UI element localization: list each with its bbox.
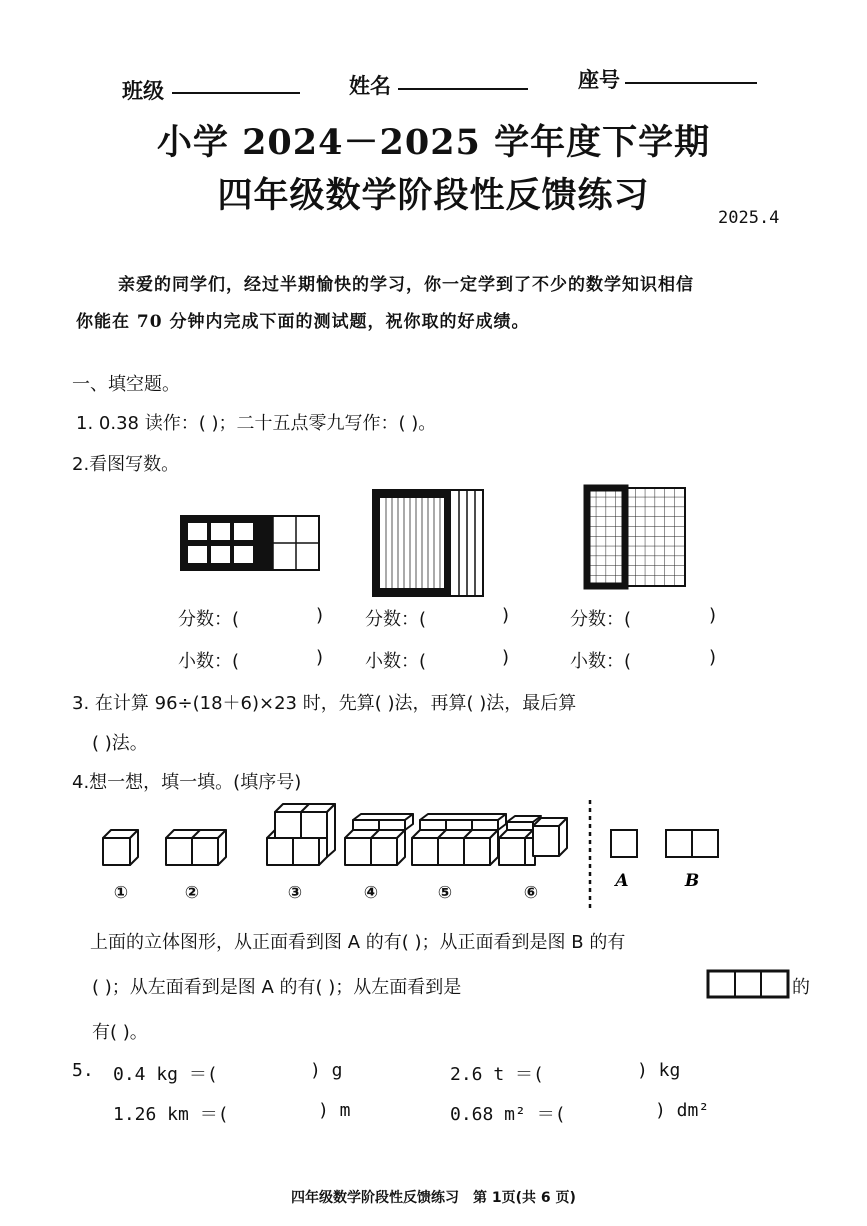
seat-field[interactable]	[625, 82, 757, 84]
view-label-a: A	[615, 871, 629, 891]
fraction-label-1: 分数：(	[178, 609, 240, 630]
intro-line-1: 亲爱的同学们，经过半期愉快的学习，你一定学到了不少的数学知识相信	[118, 275, 694, 295]
date: 2025.4	[718, 208, 780, 228]
decimal-label-1: 小数：(	[178, 651, 240, 672]
fraction-label-2: 分数：(	[365, 609, 427, 630]
q5-item-2-left: 2.6 t ＝(	[450, 1064, 544, 1085]
class-label: 班级	[122, 79, 164, 103]
three-square-view	[707, 970, 789, 998]
shape-number-2: ②	[184, 883, 200, 903]
fraction-label-3: 分数：(	[570, 609, 632, 630]
question-2-title: 2.看图写数。	[72, 454, 180, 475]
solid-figures	[95, 800, 735, 920]
q5-item-3-left: 1.26 km ＝(	[113, 1104, 229, 1125]
shape-number-4: ④	[363, 883, 379, 903]
name-label: 姓名	[349, 74, 391, 98]
name-field[interactable]	[398, 88, 528, 90]
fraction-close-2: )	[502, 605, 510, 626]
question-5-number: 5.	[72, 1060, 94, 1081]
q5-item-3-right: ) m	[318, 1100, 351, 1121]
q5-item-1-left: 0.4 kg ＝(	[113, 1064, 218, 1085]
question-4-line-1: 上面的立体图形，从正面看到图 A 的有( )；从正面看到是图 B 的有	[90, 932, 626, 953]
question-4-line-2-end: 的	[792, 977, 810, 998]
question-3-line-1: 3. 在计算 96÷(18＋6)×23 时，先算( )法，再算( )法，最后算	[72, 693, 577, 714]
seat-label: 座号	[578, 68, 620, 92]
shape-number-1: ①	[113, 883, 129, 903]
intro-line-2: 你能在 70 分钟内完成下面的测试题，祝你取的好成绩。	[76, 312, 530, 332]
view-label-b: B	[684, 871, 700, 891]
q5-item-2-right: ) kg	[637, 1060, 681, 1081]
figure-3-grid	[586, 487, 686, 587]
fraction-close-1: )	[316, 605, 324, 626]
page-subtitle: 四年级数学阶段性反馈练习	[217, 175, 650, 216]
class-field[interactable]	[172, 92, 300, 94]
question-4-line-2: ( )；从左面看到是图 A 的有( )；从左面看到是	[92, 977, 462, 998]
shape-number-3: ③	[287, 883, 303, 903]
question-1: 1. 0.38 读作：( )；二十五点零九写作：( )。	[76, 413, 437, 434]
section-title: 一、填空题。	[72, 374, 180, 395]
question-3-line-2: ( )法。	[92, 733, 148, 754]
q5-item-1-right: ) g	[310, 1060, 343, 1081]
decimal-close-3: )	[709, 647, 717, 668]
view-a	[611, 830, 637, 857]
q5-item-4-left: 0.68 m² ＝(	[450, 1104, 566, 1125]
decimal-close-2: )	[502, 647, 510, 668]
page-title: 小学 2024－2025 学年度下学期	[156, 122, 711, 163]
shape-number-5: ⑤	[437, 883, 453, 903]
question-4-title: 4.想一想，填一填。(填序号)	[72, 772, 302, 793]
view-b	[666, 830, 718, 857]
figure-2-strips	[372, 489, 484, 597]
decimal-label-2: 小数：(	[365, 651, 427, 672]
page-footer: 四年级数学阶段性反馈练习 第 1页(共 6 页)	[291, 1190, 576, 1206]
question-4-line-3: 有( )。	[92, 1022, 148, 1043]
shape-number-6: ⑥	[523, 883, 539, 903]
decimal-label-3: 小数：(	[570, 651, 632, 672]
q5-item-4-right: ) dm²	[655, 1100, 710, 1121]
fraction-close-3: )	[709, 605, 717, 626]
figure-1-rectangle	[180, 515, 320, 571]
decimal-close-1: )	[316, 647, 324, 668]
